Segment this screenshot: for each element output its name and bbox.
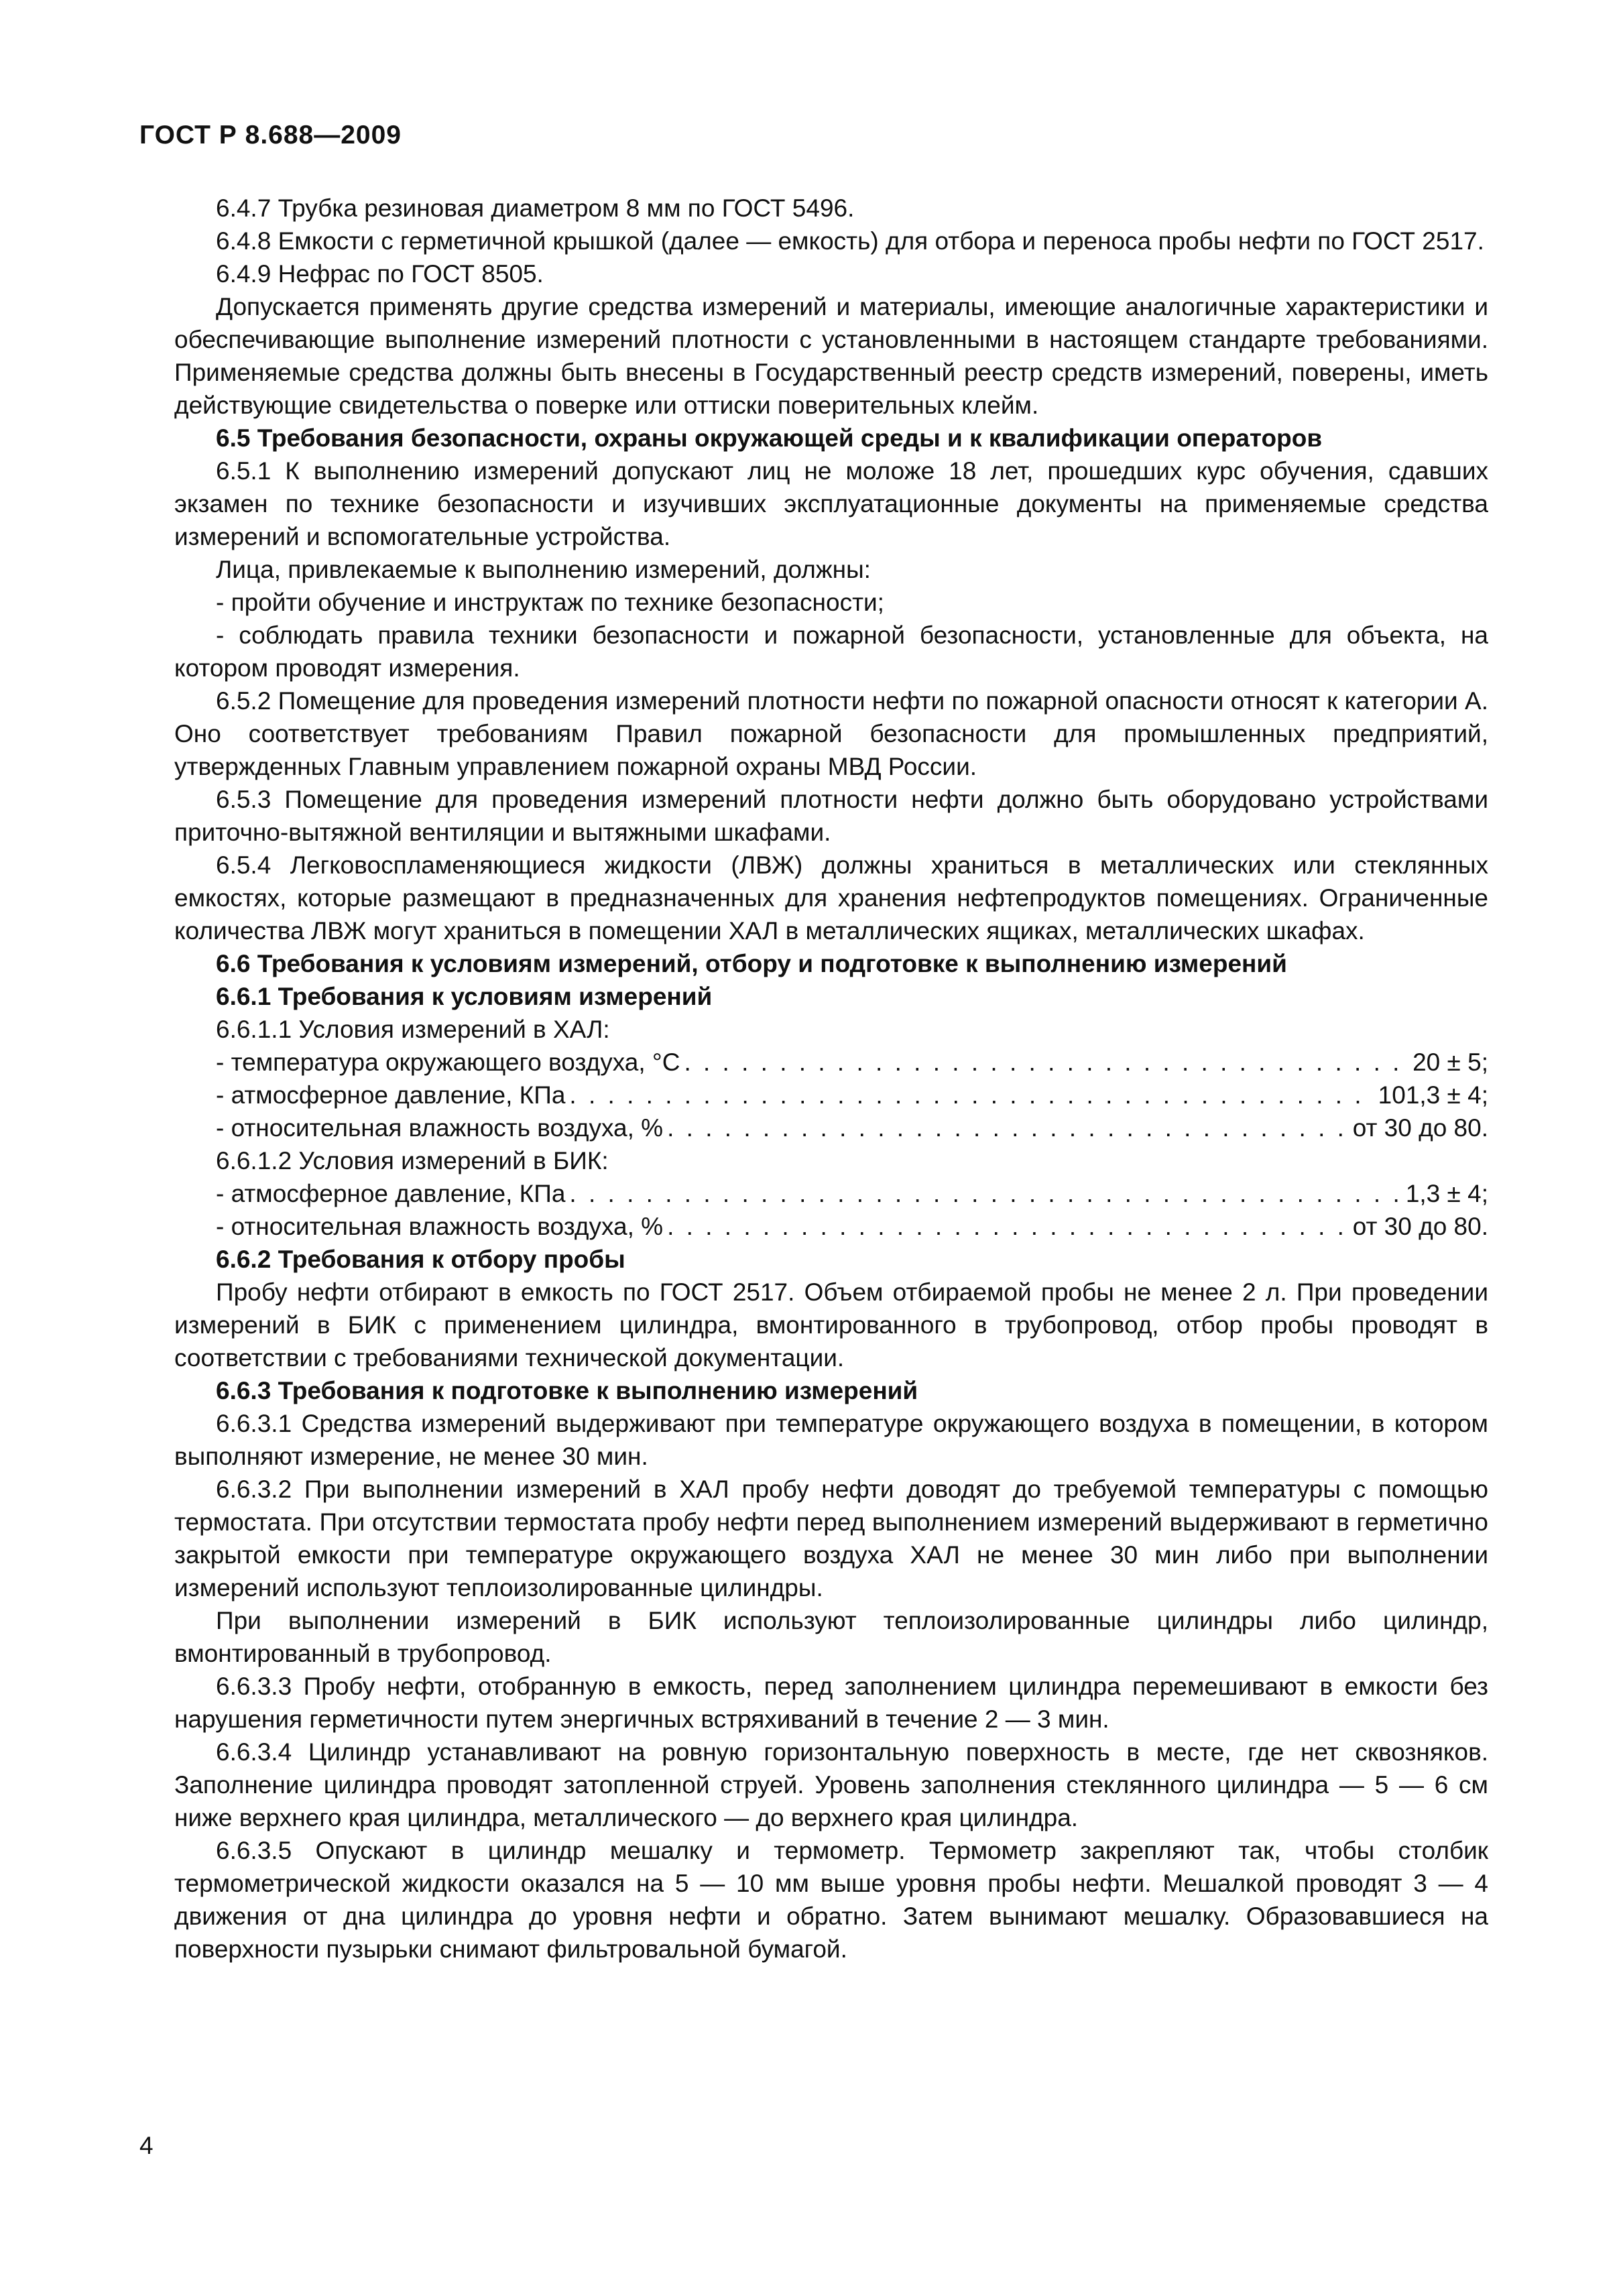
paragraph-6-6-3-5: 6.6.3.5 Опускают в цилиндр мешалку и термометр. Термометр закрепляют так, чтобы столбик термометрической жидкости оказался на 5 — 10 мм выше уровня пробы нефти. Мешалкой проводят 3 — 4 движения от дна цилиндра до уровня нефти и обратно. Затем вынимают мешалку. Образовавшиеся на поверхности пузырьки снимают фильтровальной бумагой. xyxy=(174,1837,1488,1963)
page-number: 4 xyxy=(139,2132,154,2159)
paragraph-6-5-3: 6.5.3 Помещение для проведения измерений плотности нефти должно быть оборудовано устройствами приточно-вытяжной вентиляции и вытяжными шкафами. xyxy=(174,786,1488,846)
condition-label: - атмосферное давление, КПа xyxy=(216,1081,566,1109)
heading-6-6: 6.6 Требования к условиям измерений, отбору и подготовке к выполнению измерений xyxy=(216,950,1287,977)
condition-row xyxy=(174,1046,1488,1079)
heading-6-6-2: 6.6.2 Требования к отбору пробы xyxy=(216,1246,625,1273)
condition-label: - относительная влажность воздуха, % xyxy=(216,1213,664,1240)
leader-dots xyxy=(667,1111,1349,1144)
heading-6-6-3: 6.6.3 Требования к подготовке к выполнению измерений xyxy=(216,1377,918,1404)
paragraph-6-5-2: 6.5.2 Помещение для проведения измерений плотности нефти по пожарной опасности относят к категории А. Оно соответствует требованиям Правил пожарной безопасности для промышленных предприятий, утвержденных Главным управлением пожарной охраны МВД России. xyxy=(174,687,1488,780)
heading-6-6-1: 6.6.1 Требования к условиям измерений xyxy=(216,983,713,1010)
document-body xyxy=(174,192,1488,1966)
paragraph-6-6-3-3: 6.6.3.3 Пробу нефти, отобранную в емкость, перед заполнением цилиндра перемешивают в емкости без нарушения герметичности путем энергичных встряхиваний в течение 2 — 3 мин. xyxy=(174,1673,1488,1733)
condition-row xyxy=(174,1111,1488,1144)
paragraph-6-6-3-4: 6.6.3.4 Цилиндр устанавливают на ровную горизонтальную поверхность в месте, где нет сквозняков. Заполнение цилиндра проводят затопленной струей. Уровень заполнения стеклянного цилиндра — 5 — 6 см ниже верхнего края цилиндра, металлического — до верхнего края цилиндра. xyxy=(174,1738,1488,1831)
condition-row xyxy=(174,1210,1488,1243)
leader-dots xyxy=(667,1210,1349,1243)
paragraph-6-5-4: 6.5.4 Легковоспламеняющиеся жидкости (ЛВЖ) должны храниться в металлических или стеклянных емкостях, которые размещают в предназначенных для хранения нефтепродуктов помещениях. Ограниченные количества ЛВЖ могут храниться в помещении ХАЛ в металлических ящиках, металлических шкафах. xyxy=(174,851,1488,945)
heading-6-5: 6.5 Требования безопасности, охраны окружающей среды и к квалификации операторов xyxy=(216,424,1323,452)
paragraph-allowed-substitutes: Допускается применять другие средства измерений и материалы, имеющие аналогичные характеристики и обеспечивающие выполнение измерений плотности с установленными в настоящем стандарте требованиями. Применяемые средства должны быть внесены в Государственный реестр средств измерений, поверены, иметь действующие свидетельства о поверке или оттиски поверительных клейм. xyxy=(174,293,1488,419)
paragraph-6-5-1: 6.5.1 К выполнению измерений допускают лиц не моложе 18 лет, прошедших курс обучения, сдавших экзамен по технике безопасности и изучивших эксплуатационные документы на применяемые средства измерений и вспомогательные устройства. xyxy=(174,457,1488,550)
paragraph-6-4-8: 6.4.8 Емкости с герметичной крышкой (далее — емкость) для отбора и переноса пробы нефти по ГОСТ 2517. xyxy=(216,227,1484,255)
condition-label: - температура окружающего воздуха, °С xyxy=(216,1048,680,1076)
list-item-training: - пройти обучение и инструктаж по технике безопасности; xyxy=(216,589,884,616)
condition-label: - атмосферное давление, КПа xyxy=(216,1180,566,1207)
standard-title: ГОСТ Р 8.688—2009 xyxy=(139,121,402,149)
paragraph-6-6-1-1: 6.6.1.1 Условия измерений в ХАЛ: xyxy=(216,1016,610,1043)
condition-value: 101,3 ± 4; xyxy=(1378,1081,1488,1109)
condition-row xyxy=(174,1177,1488,1210)
list-item-safety-rules: - соблюдать правила техники безопасности и пожарной безопасности, установленные для объекта, на котором проводят измерения. xyxy=(174,621,1488,682)
paragraph-6-6-2: Пробу нефти отбирают в емкость по ГОСТ 2517. Объем отбираемой пробы не менее 2 л. При проведении измерений в БИК с применением цилиндра, вмонтированного в трубопровод, отбор пробы проводят в соответствии с требованиями технической документации. xyxy=(174,1278,1488,1372)
paragraph-6-4-9: 6.4.9 Нефрас по ГОСТ 8505. xyxy=(216,260,544,288)
condition-value: от 30 до 80. xyxy=(1352,1213,1488,1240)
paragraph-persons: Лица, привлекаемые к выполнению измерений, должны: xyxy=(216,556,871,583)
leader-dots xyxy=(684,1046,1408,1079)
paragraph-6-6-3-1: 6.6.3.1 Средства измерений выдерживают при температуре окружающего воздуха в помещении, в котором выполняют измерение, не менее 30 мин. xyxy=(174,1410,1488,1470)
paragraph-6-6-3-2: 6.6.3.2 При выполнении измерений в ХАЛ пробу нефти доводят до требуемой температуры с помощью термостата. При отсутствии термостата пробу нефти перед выполнением измерений выдерживают в герметично закрытой емкости при температуре окружающего воздуха ХАЛ не менее 30 мин либо при выполнении измерений используют теплоизолированные цилиндры. xyxy=(174,1475,1488,1602)
condition-value: от 30 до 80. xyxy=(1352,1114,1488,1142)
condition-label: - относительная влажность воздуха, % xyxy=(216,1114,664,1142)
paragraph-6-6-1-2: 6.6.1.2 Условия измерений в БИК: xyxy=(216,1147,609,1174)
paragraph-6-6-3-2-bik: При выполнении измерений в БИК используют теплоизолированные цилиндры либо цилиндр, вмонтированный в трубопровод. xyxy=(174,1607,1488,1667)
condition-value: 1,3 ± 4; xyxy=(1405,1180,1488,1207)
leader-dots xyxy=(569,1079,1374,1111)
condition-value: 20 ± 5; xyxy=(1412,1048,1488,1076)
condition-row xyxy=(174,1079,1488,1111)
leader-dots xyxy=(569,1177,1401,1210)
paragraph-6-4-7: 6.4.7 Трубка резиновая диаметром 8 мм по ГОСТ 5496. xyxy=(216,194,855,222)
